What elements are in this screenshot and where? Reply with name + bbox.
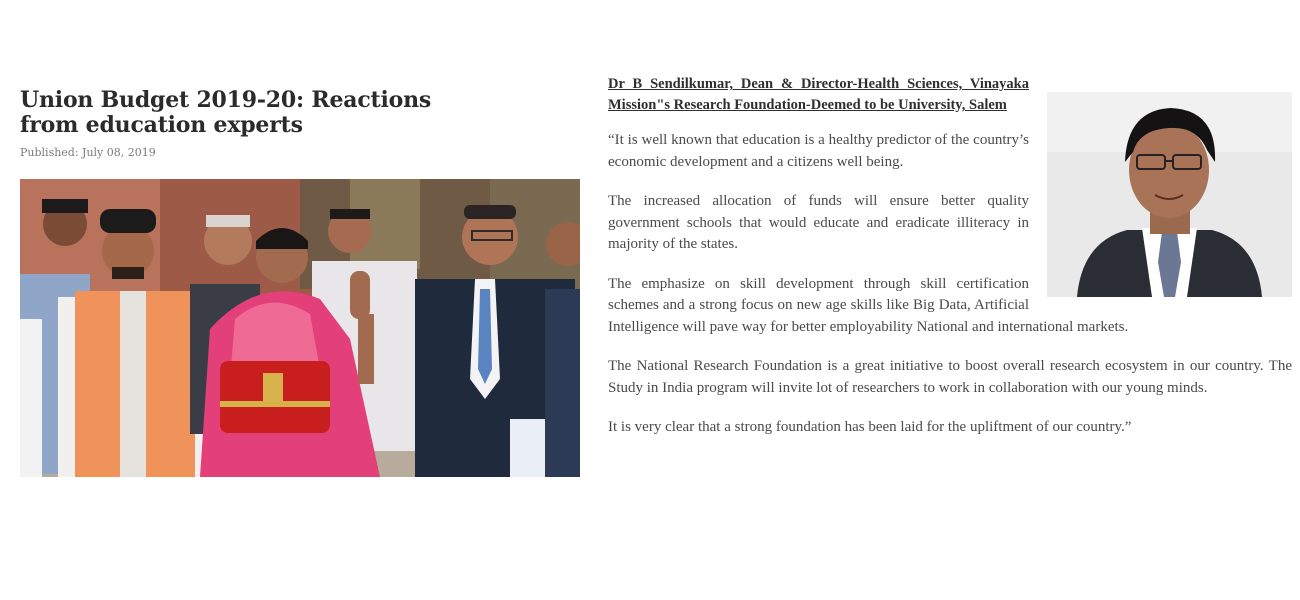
budget-ceremony-photo <box>20 179 580 477</box>
quote-paragraph: It is very clear that a strong foundation has been laid for the upliftment of our country.” <box>608 419 1132 435</box>
article-title: Union Budget 2019-20: Reactions from education experts <box>20 87 432 138</box>
published-date: Published: July 08, 2019 <box>20 146 156 159</box>
quote-paragraph: “It is well known that education is a healthy predictor of the country’s economic development and a citizens well being. <box>608 132 1029 170</box>
quote-paragraph: The increased allocation of funds will ensure better quality government schools that would educate and eradicate illiteracy in majority of the states. <box>608 193 1029 252</box>
quote-paragraph: The National Research Foundation is a great initiative to boost overall research ecosystem in our country. The Study in India program will invite lot of researchers to work in collaboration with our young minds. <box>608 358 1292 396</box>
expert-portrait-photo <box>1047 92 1292 297</box>
expert-reaction <box>608 74 1292 457</box>
expert-byline: Dr B Sendilkumar, Dean & Director-Health Sciences, Vinayaka Mission"s Research Foundation-Deemed to be University, Salem <box>608 76 1029 113</box>
quote-paragraph: The emphasize on skill development through skill certification schemes and a strong focus on new age skills like Big Data, Artificial Intelligence will pave way for better employability National and international markets. <box>608 275 1129 335</box>
article-header <box>20 88 582 159</box>
